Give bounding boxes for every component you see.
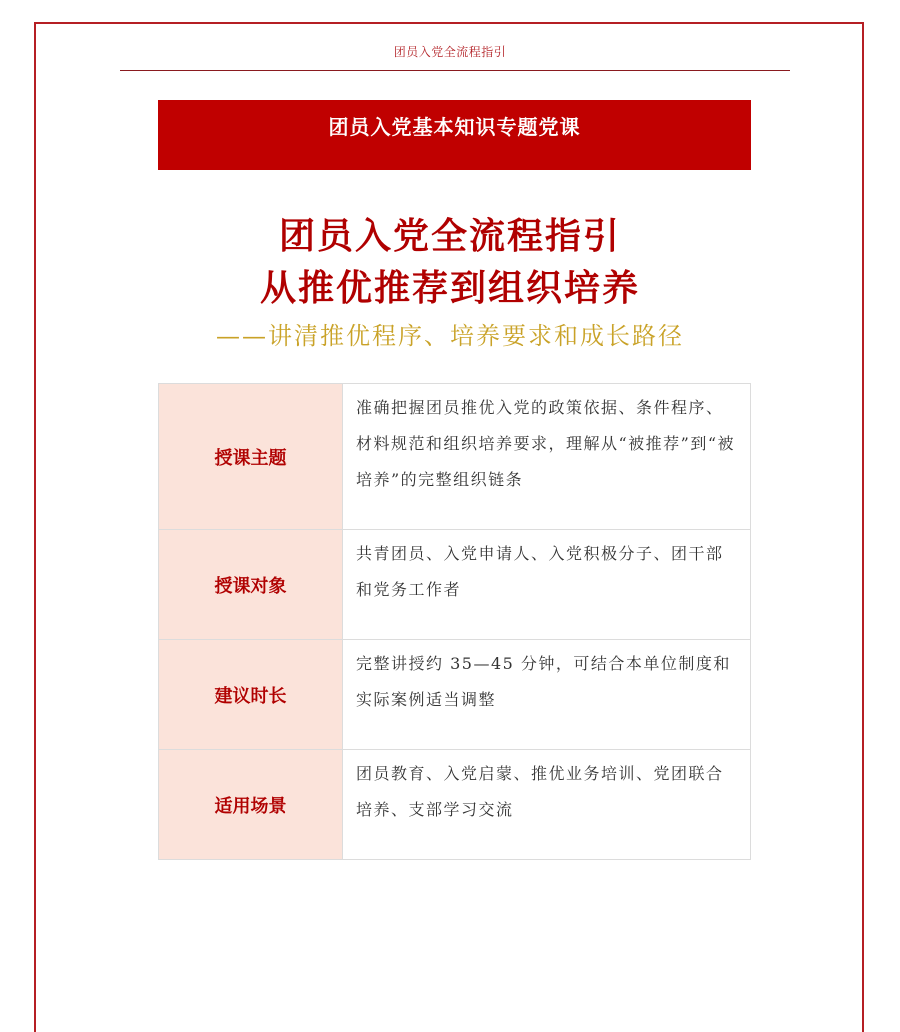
row-value: 共青团员、入党申请人、入党积极分子、团干部和党务工作者 <box>343 530 751 640</box>
table-row <box>159 530 751 640</box>
table-row <box>159 750 751 860</box>
row-value: 完整讲授约 35—45 分钟，可结合本单位制度和实际案例适当调整 <box>343 640 751 750</box>
row-label: 建议时长 <box>159 640 343 750</box>
subtitle: ——讲清推优程序、培养要求和成长路径 <box>216 322 684 350</box>
course-banner: 团员入党基本知识专题党课 <box>158 100 751 170</box>
row-label: 适用场景 <box>159 750 343 860</box>
row-label: 授课主题 <box>159 384 343 530</box>
row-label: 授课对象 <box>159 530 343 640</box>
table-row <box>159 640 751 750</box>
table-row <box>159 384 751 530</box>
row-value: 团员教育、入党启蒙、推优业务培训、党团联合培养、支部学习交流 <box>343 750 751 860</box>
main-title-line-1: 团员入党全流程指引 <box>278 216 621 257</box>
header-divider <box>120 70 790 71</box>
row-value: 准确把握团员推优入党的政策依据、条件程序、材料规范和组织培养要求，理解从“被推荐”到“被培养”的完整组织链条 <box>343 384 751 530</box>
running-header: 团员入党全流程指引 <box>393 45 507 59</box>
main-title-line-2: 从推优推荐到组织培养 <box>259 268 640 309</box>
course-info-table <box>158 383 751 860</box>
